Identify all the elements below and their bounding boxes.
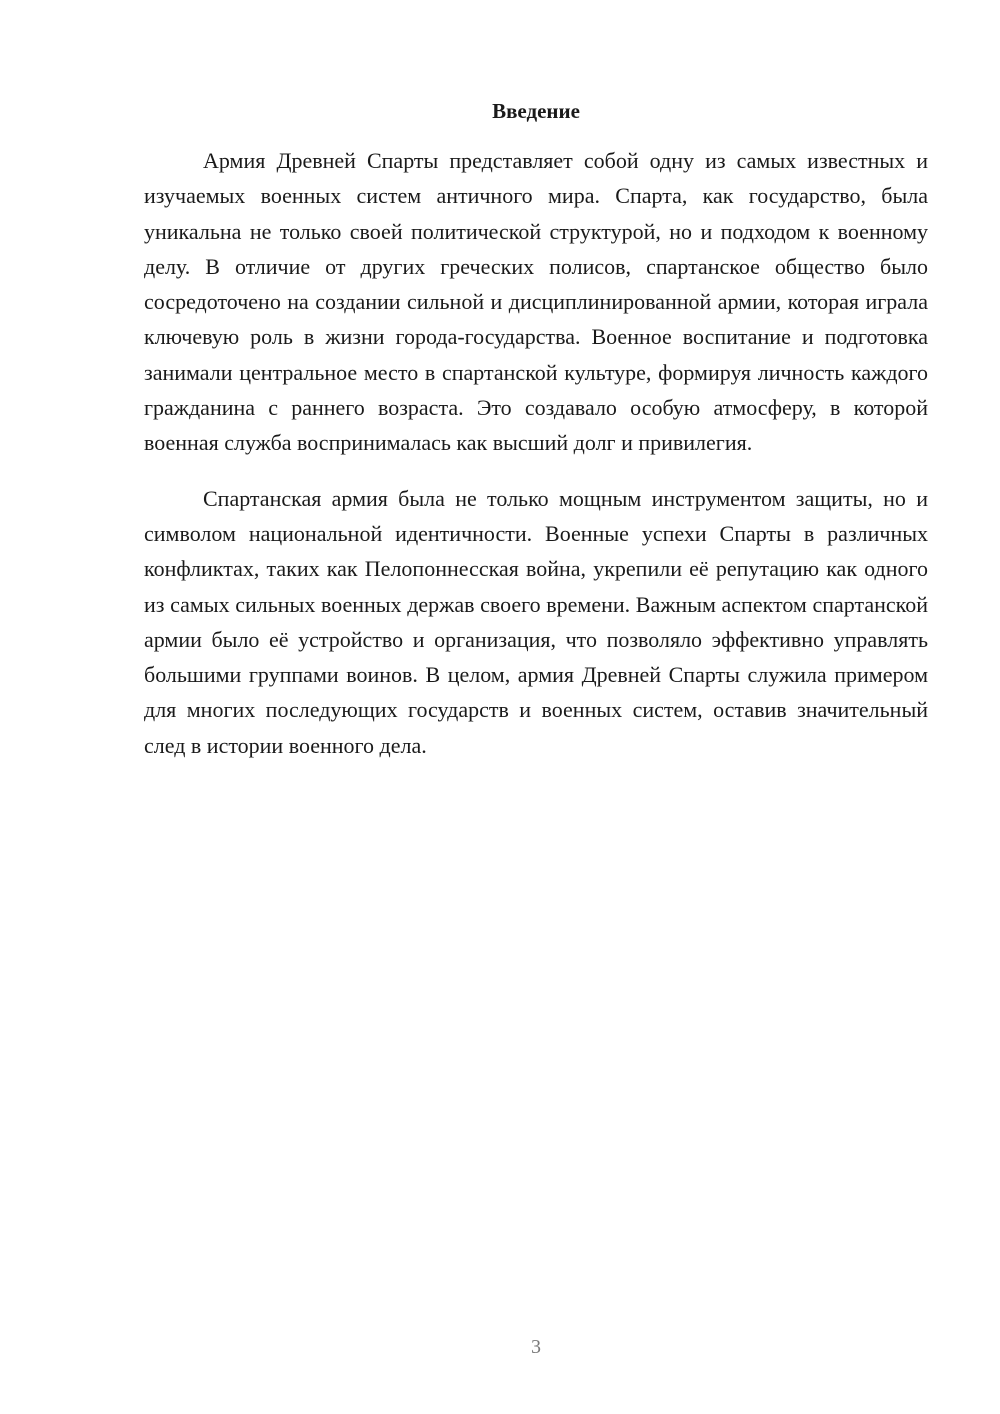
paragraph: Спартанская армия была не только мощным инструментом защиты, но и символом национальной идентичности. Военные успехи Спарты в различных конфликтах, таких как Пелопоннесская война, укрепили её репутацию как одного из самых сильных военных держав своего времени. Важным аспектом спартанской армии было её устройство и организация, что позволяло эффективно управлять большими группами воинов. В целом, армия Древней Спарты служила примером для многих последующих государств и военных систем, оставив значительный след в истории военного дела.	[144, 485, 928, 758]
body-text	[144, 143, 928, 763]
section-title: Введение	[492, 99, 580, 123]
page-number: 3	[531, 1336, 541, 1358]
paragraph: Армия Древней Спарты представляет собой одну из самых известных и изучаемых военных систем античного мира. Спарта, как государство, была уникальна не только своей политической структурой, но и подходом к военному делу. В отличие от других греческих полисов, спартанское общество было сосредоточено на создании сильной и дисциплинированной армии, которая играла ключевую роль в жизни города-государства. Военное воспитание и подготовка занимали центральное место в спартанской культуре, формируя личность каждого гражданина с раннего возраста. Это создавало особую атмосферу, в которой военная служба воспринималась как высший долг и привилегия.	[144, 148, 928, 456]
